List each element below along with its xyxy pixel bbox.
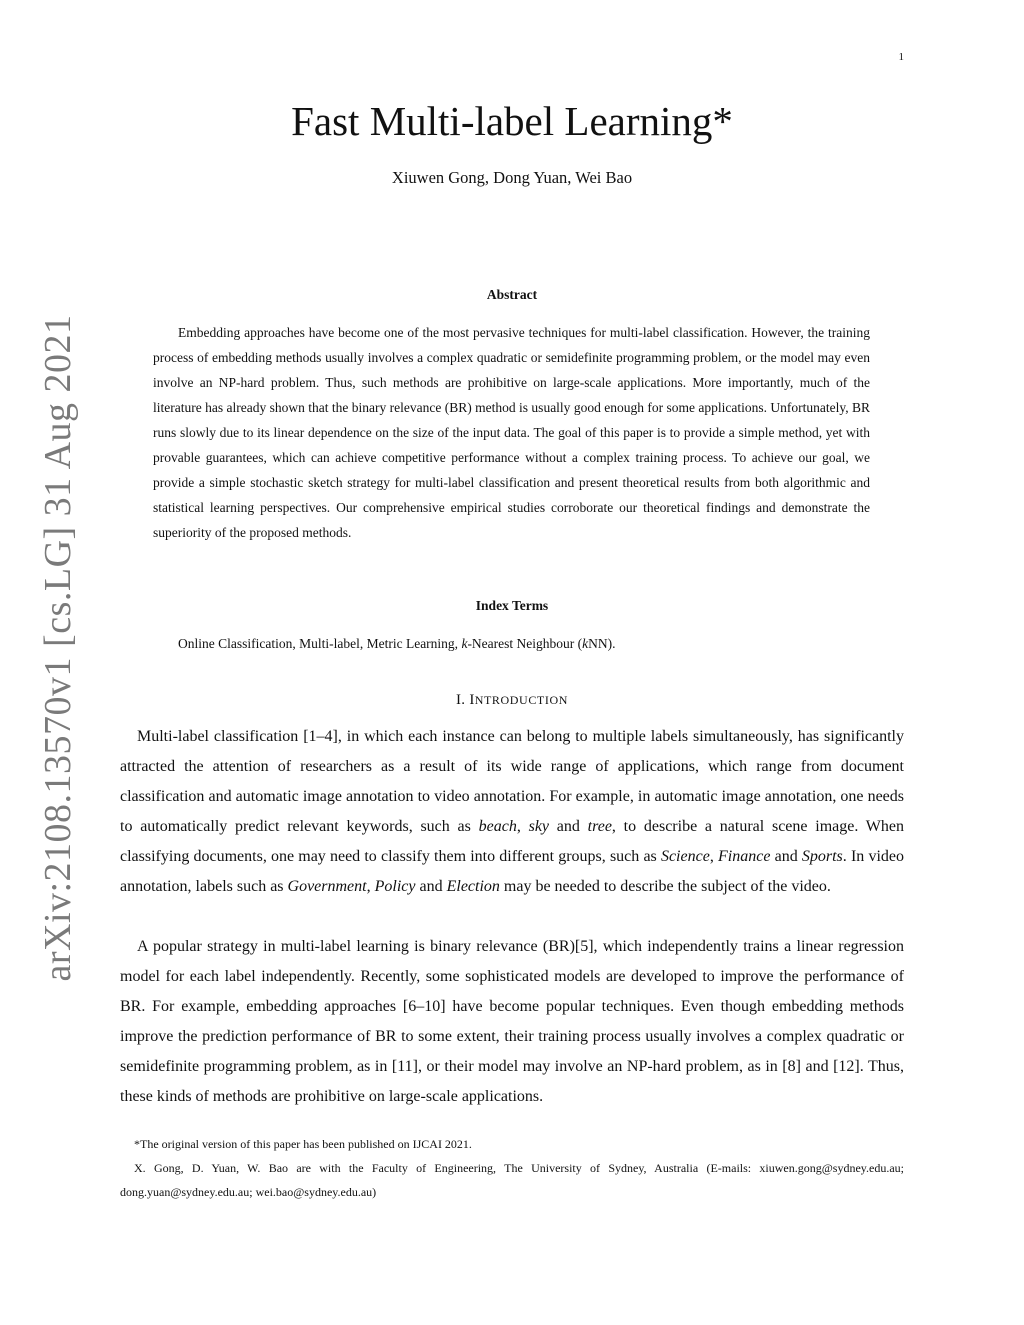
section-heading-rest: NTRODUCTION <box>474 693 568 707</box>
footnote-affiliation: X. Gong, D. Yuan, W. Bao are with the Faculty of Engineering, The University of Sydney, Australia (E-mails: xiuwen.gong@sydney.edu.au; dong.yuan@sydney.edu.au; wei.bao@sydney.edu.au) <box>120 1161 904 1199</box>
arxiv-identifier-stamp: arXiv:2108.13570v1 [cs.LG] 31 Aug 2021 <box>37 314 79 982</box>
index-terms-part: NN). <box>588 636 616 651</box>
index-terms-part: -Nearest Neighbour ( <box>467 636 583 651</box>
keyword-sky: sky <box>528 818 550 835</box>
intro-paragraph-2: A popular strategy in multi-label learning is binary relevance (BR)[5], which independently trains a linear regression model for each label independently. Recently, some sophisticated models are developed to improve the performance of BR. For example, embedding approaches [6–10] have become popular techniques. Even though embedding methods improve the prediction performance of BR to some extent, their training process usually involves a complex quadratic or semidefinite programming problem, as in [11], or their model may involve an NP-hard problem, as in [8] and [12]. Thus, these kinds of methods are prohibitive on large-scale applications. <box>120 938 904 1105</box>
paper-title: Fast Multi-label Learning* <box>291 98 733 144</box>
author-list: Xiuwen Gong, Dong Yuan, Wei Bao <box>391 168 633 187</box>
keyword-science: Science <box>660 848 710 865</box>
keyword-government: Government <box>287 878 367 895</box>
section-heading-initial: I <box>469 692 475 708</box>
index-terms-part: Online Classification, Multi-label, Metric Learning, <box>178 636 462 651</box>
footnote-publication: *The original version of this paper has been published on IJCAI 2021. <box>134 1137 472 1151</box>
abstract-heading: Abstract <box>486 287 538 302</box>
keyword-beach: beach <box>478 818 517 835</box>
keyword-sports: Sports <box>801 848 843 865</box>
index-terms-heading: Index Terms <box>475 598 549 613</box>
section-heading-introduction <box>0 690 1024 710</box>
abstract-text: Embedding approaches have become one of the most pervasive techniques for multi-label classification. However, the training process of embedding methods usually involves a complex quadratic or semidefinite programming problem, or the model may even involve an NP-hard problem. Thus, such methods are prohibitive on large-scale applications. More importantly, much of the literature has already shown that the binary relevance (BR) method is usually good enough for some applications. Unfortunately, BR runs slowly due to its linear dependence on the size of the input data. The goal of this paper is to provide a simple method, yet with provable guarantees, which can achieve competitive performance without a complex training process. To achieve our goal, we provide a simple stochastic sketch strategy for multi-label classification and present theoretical results from both algorithmic and statistical learning perspectives. Our comprehensive empirical studies corroborate our theoretical findings and demonstrate the superiority of the proposed methods. <box>153 325 870 540</box>
index-terms-text <box>178 634 616 654</box>
page-number: 1 <box>898 51 904 63</box>
keyword-policy: Policy <box>374 878 416 895</box>
section-numeral: I. <box>456 692 470 708</box>
keyword-tree: tree <box>587 818 612 835</box>
intro-paragraph-1: Multi-label classification [1–4], in which each instance can belong to multiple labels simultaneously, has significantly attracted the attention of researchers as a result of its wide range of applications, which range from document classification and automatic image annotation to video annotation. For example, in automatic image annotation, one needs to automatically predict relevant keywords, such as beach, sky and tree, to describe a natural scene image. When classifying documents, one may need to classify them into different groups, such as Science, Finance and Sports. In video annotation, labels such as Government, Policy and Election may be needed to describe the subject of the video. <box>120 728 905 895</box>
keyword-election: Election <box>446 878 500 895</box>
index-terms-k-symbol: k <box>582 636 589 651</box>
index-terms-k-symbol: k <box>461 636 468 651</box>
keyword-finance: Finance <box>718 848 771 865</box>
